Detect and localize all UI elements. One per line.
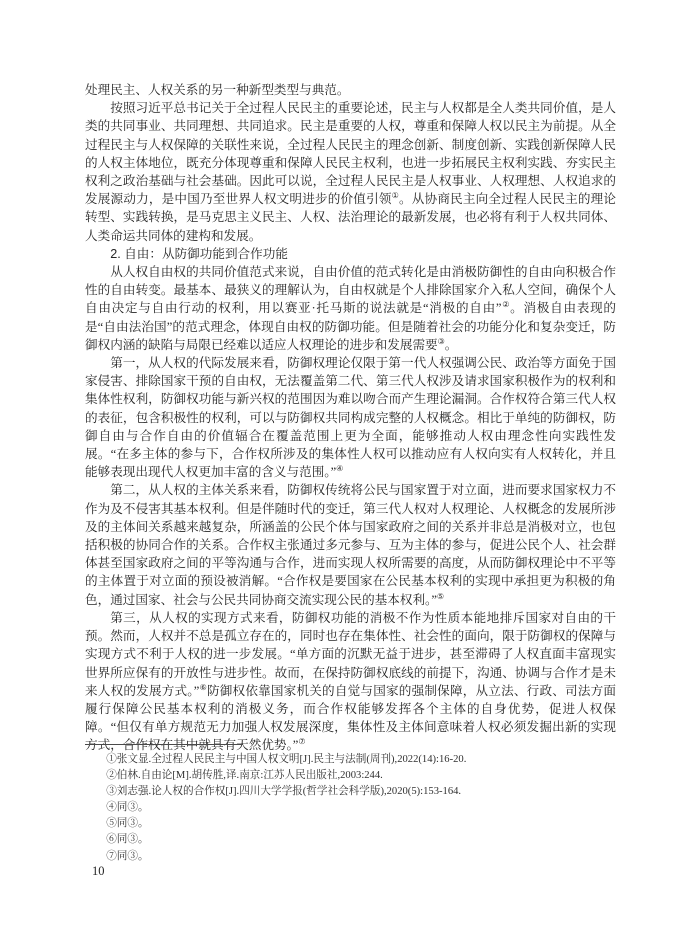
footnote-item: ⑥同③。 xyxy=(106,834,149,846)
footnote-item: ④同③。 xyxy=(106,802,149,814)
article-body xyxy=(85,81,616,755)
body-paragraph: 第二，从人权的主体关系来看，防御权传统将公民与国家置于对立面，进而要求国家权力不作为及不侵害其基本权利。但是伴随时代的变迁，第三代人权对人权理论、人权概念的发展所涉及的主体间关系越来越复杂，所涵盖的公民个体与国家政府之间的关系并非总是消极对立，也包括积极的协同合作的关系。合作权主张通过多元参与、互为主体的参与，促进公民个人、社会群体甚至国家政府之间的平等沟通与合作，进而实现人权所需要的高度，从而防御权理论中不平等的主体置于对立面的预设被消解。“合作权是要国家在公民基本权利的实现中承担更为积极的角色，通过国家、社会与公民共同协商交流实现公民的基本权利。”⑤ xyxy=(85,483,616,607)
footnote-area xyxy=(85,744,616,865)
footnote-reference: ⑤ xyxy=(436,591,445,601)
footnote-reference: ⑥ xyxy=(199,682,207,692)
footnote-list xyxy=(85,752,616,865)
page-number: 10 xyxy=(92,864,105,878)
section-heading: 2. 自由：从防御功能到合作功能 xyxy=(110,246,288,261)
footnote-item: ③刘志强.论人权的合作权[J].四川大学学报(哲学社会科学版),2020(5):153-164. xyxy=(106,786,462,798)
footnote-separator xyxy=(85,744,243,745)
footnote-item: ②伯林.自由论[M].胡传胜,译.南京:江苏人民出版社,2003:244. xyxy=(106,770,383,782)
footnote-reference: ① xyxy=(391,191,399,201)
footnote-reference: ② xyxy=(501,300,511,310)
footnote-item: ⑤同③。 xyxy=(106,818,149,830)
body-paragraph: 从人权自由权的共同价值范式来说，自由价值的范式转化是由消极防御性的自由向积极合作性的自由转变。最基本、最狭义的理解认为，自由权就是个人排除国家介入私人空间，确保个人自由决定与自由行动的权利，用以赛亚·托马斯的说法就是“消极的自由”②。消极自由表现的是“自由法治国”的范式理念，体现自由权的防御功能。但是随着社会的功能分化和复杂变迁，防御权内涵的缺陷与局限已经难以适应人权理论的进步和发展需要③。 xyxy=(85,265,617,352)
body-paragraph: 第三，从人权的实现方式来看，防御权功能的消极不作为性质本能地排斥国家对自由的干预。然而，人权并不总是孤立存在的，同时也存在集体性、社会性的面向，限于防御权的保障与实现方式不利于人权的进一步发展。“单方面的沉默无益于进步，甚至滞碍了人权直面丰富现实世界所应保有的开放性与进步性。故而，在保持防御权底线的前提下，沟通、协调与合作才是未来人权的发展方式。”⑥防御权依靠国家机关的自觉与国家的强制保障，从立法、行政、司法方面履行保障公民基本权利的消极义务，而合作权能够发挥各个主体的自身优势，促进人权保障。“但仅有单方规范无力加强人权发展深度，集体性及主体间意味着人权必须发掘出新的实现方式，合作权在其中就具有天然优势。”⑦ xyxy=(85,610,616,753)
footnote-reference: ③ xyxy=(437,336,445,346)
footnote-item: ①张文显.全过程人民民主与中国人权文明[J].民主与法制(周刊),2022(14):16-20. xyxy=(106,754,467,765)
body-paragraph: 按照习近平总书记关于全过程人民民主的重要论述，民主与人权都是全人类共同价值，是人类的共同事业、共同理想、共同追求。民主是重要的人权，尊重和保障人权以民主为前提。从全过程民主与人权保障的关联性来说，全过程人民民主的理念创新、制度创新、实践创新保障人民的人权主体地位，既充分体现尊重和保障人民民主权利，也进一步拓展民主权利实践、夯实民主权利之政治基础与社会基础。因此可以说，全过程人民民主是人权事业、人权理想、人权追求的发展源动力，是中国乃至世界人权文明进步的价值引领①。从协商民主向全过程人民民主的理论转型、实践转换，是马克思主义民主、人权、法治理论的最新发展，也必将有利于人权共同体、人类命运共同体的建构和发展。 xyxy=(85,101,617,243)
body-paragraph: 第一，从人权的代际发展来看，防御权理论仅限于第一代人权强调公民、政治等方面免于国家侵害、排除国家干预的自由权，无法覆盖第二代、第三代人权涉及请求国家积极作为的权利和集体性权利，防御权功能与新兴权的范围因为难以吻合而产生理论漏洞。合作权符合第三代人权的表征，包含积极性的权利，可以与防御权共同构成完整的人权概念。相比于单纯的防御权，防御自由与合作自由的价值辐合在覆盖范围上更为全面，能够推动人权由理念性向实践性发展。“在多主体的参与下，合作权所涉及的集体性人权可以推动应有人权向实有人权转化，并且能够表现出现代人权更加丰富的含义与范围。”④ xyxy=(85,356,616,480)
footnote-item: ⑦同③。 xyxy=(106,850,149,862)
footnote-reference: ⑦ xyxy=(298,737,306,747)
footnote-reference: ④ xyxy=(336,464,344,474)
body-paragraph: 处理民主、人权关系的另一种新型类型与典范。 xyxy=(85,83,350,97)
